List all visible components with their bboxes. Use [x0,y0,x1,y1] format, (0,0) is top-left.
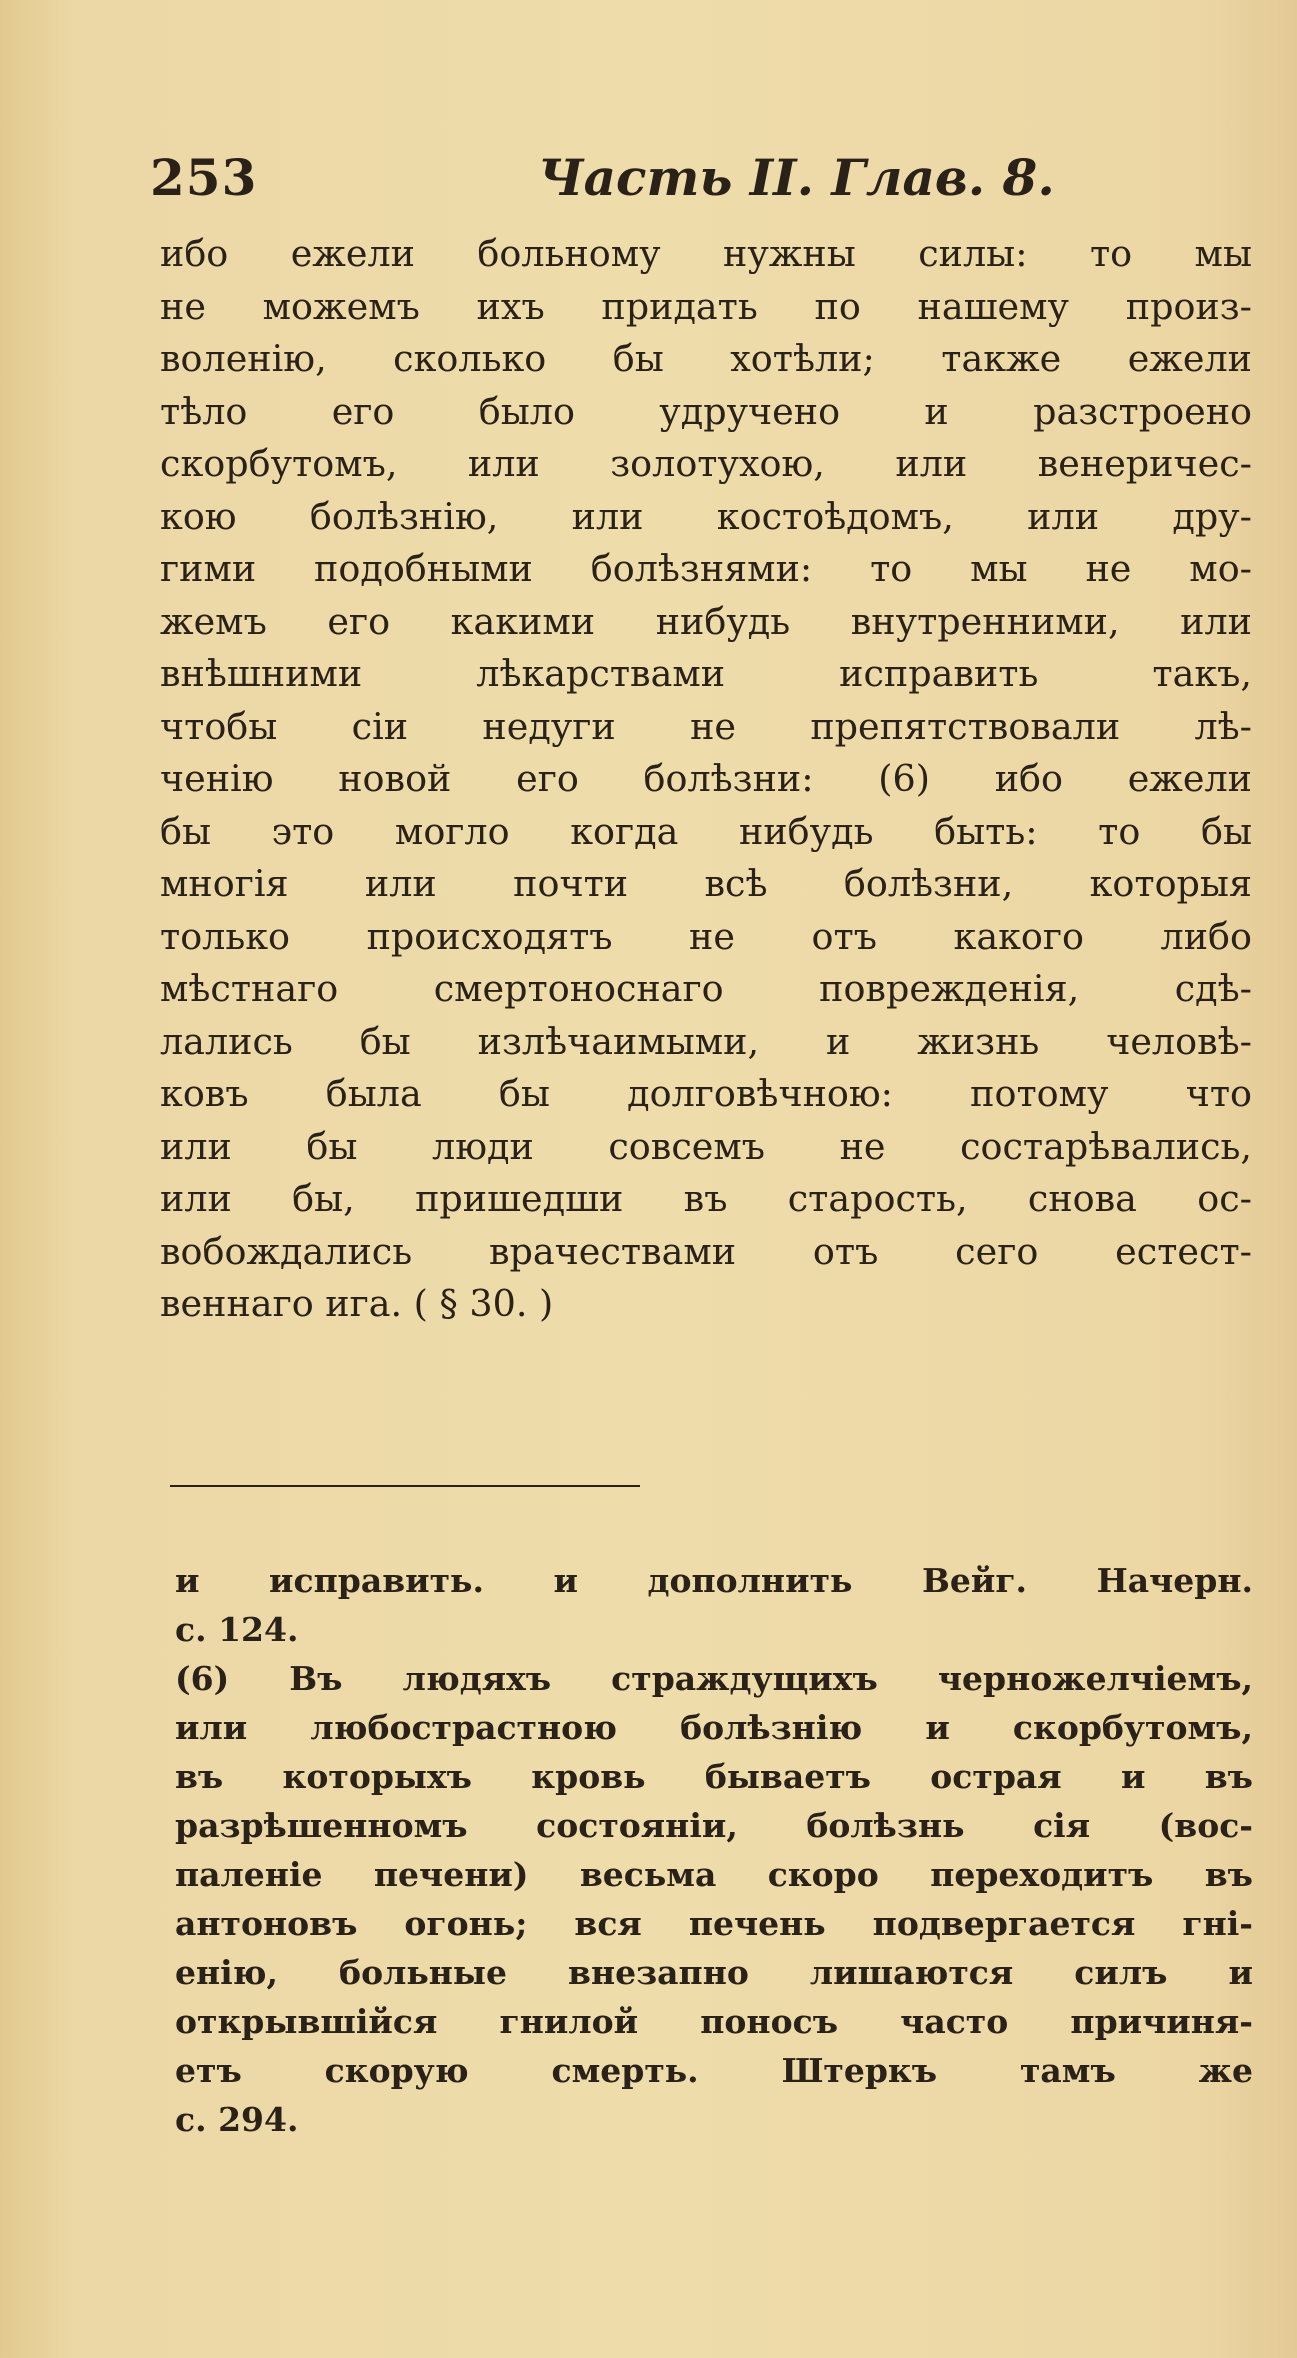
text-line: кою болѣзнію, или костоѣдомъ, или дру- [160,494,1252,538]
footnote-line: и исправить. и дополнить Вейг. Начерн. [175,1561,1253,1600]
text-line: многія или почти всѣ болѣзни, которыя [160,862,1252,905]
text-line: только происходятъ не отъ какого либо [160,914,1252,958]
text-line: чтобы сіи недуги не препятствовали лѣ- [160,704,1252,748]
text-line: веннаго ига. ( § 30. ) [160,1282,554,1325]
footnote-line: (6) Въ людяхъ страждущихъ черножелчіемъ, [175,1659,1253,1698]
footnote-line: или любострастною болѣзнію и скорбутомъ, [175,1708,1253,1747]
text-line: внѣшними лѣкарствами исправить такъ, [160,652,1252,695]
page-header [150,148,1055,218]
footnote-line: открывшійся гнилой поносъ часто причиня- [175,2002,1253,2041]
footnote-line: етъ скорую смерть. Штеркъ тамъ же [175,2051,1253,2090]
page-number: 253 [150,148,258,207]
main-text [160,228,1252,1331]
text-line: ковъ была бы долговѣчною: потому что [160,1072,1252,1115]
running-head: Часть II. Глав. 8. [538,148,1055,207]
footnote-line: антоновъ огонь; вся печень подвергается гні- [175,1904,1253,1943]
text-line: ибо ежели больному нужны силы: то мы [160,232,1252,275]
text-line: тѣло его было удручено и разстроено [160,389,1252,433]
text-line: или бы люди совсемъ не состарѣвались, [160,1124,1252,1168]
footnotes [175,1556,1253,2144]
footnote-line: паленіе печени) весьма скоро переходитъ въ [175,1855,1253,1894]
footnote-line: с. 124. [175,1610,299,1649]
text-line: скорбутомъ, или золотухою, или венеричес- [160,442,1252,485]
text-line: гими подобными болѣзнями: то мы не мо- [160,547,1252,590]
footnote-line: с. 294. [175,2100,299,2139]
text-line: вобождались врачествами отъ сего естест- [160,1229,1252,1273]
footnote-line: разрѣшенномъ состояніи, болѣзнь сія (вос- [175,1806,1253,1845]
text-line: бы это могло когда нибудь быть: то бы [160,809,1252,853]
footnote-line: енію, больные внезапно лишаются силъ и [175,1953,1253,1992]
text-line: мѣстнаго смертоноснаго поврежденія, сдѣ- [160,967,1252,1010]
text-line: ченію новой его болѣзни: (6) ибо ежели [160,757,1252,800]
text-line: жемъ его какими нибудь внутренними, или [160,599,1252,643]
text-line: воленію, сколько бы хотѣли; также ежели [160,337,1252,380]
text-line: не можемъ ихъ придать по нашему произ- [160,284,1252,328]
footnote-line: въ которыхъ кровь бываетъ острая и въ [175,1757,1253,1796]
footnote-divider [170,1485,640,1487]
text-line: лались бы излѣчаимыми, и жизнь человѣ- [160,1019,1252,1063]
text-line: или бы, пришедши въ старость, снова ос- [160,1177,1252,1220]
